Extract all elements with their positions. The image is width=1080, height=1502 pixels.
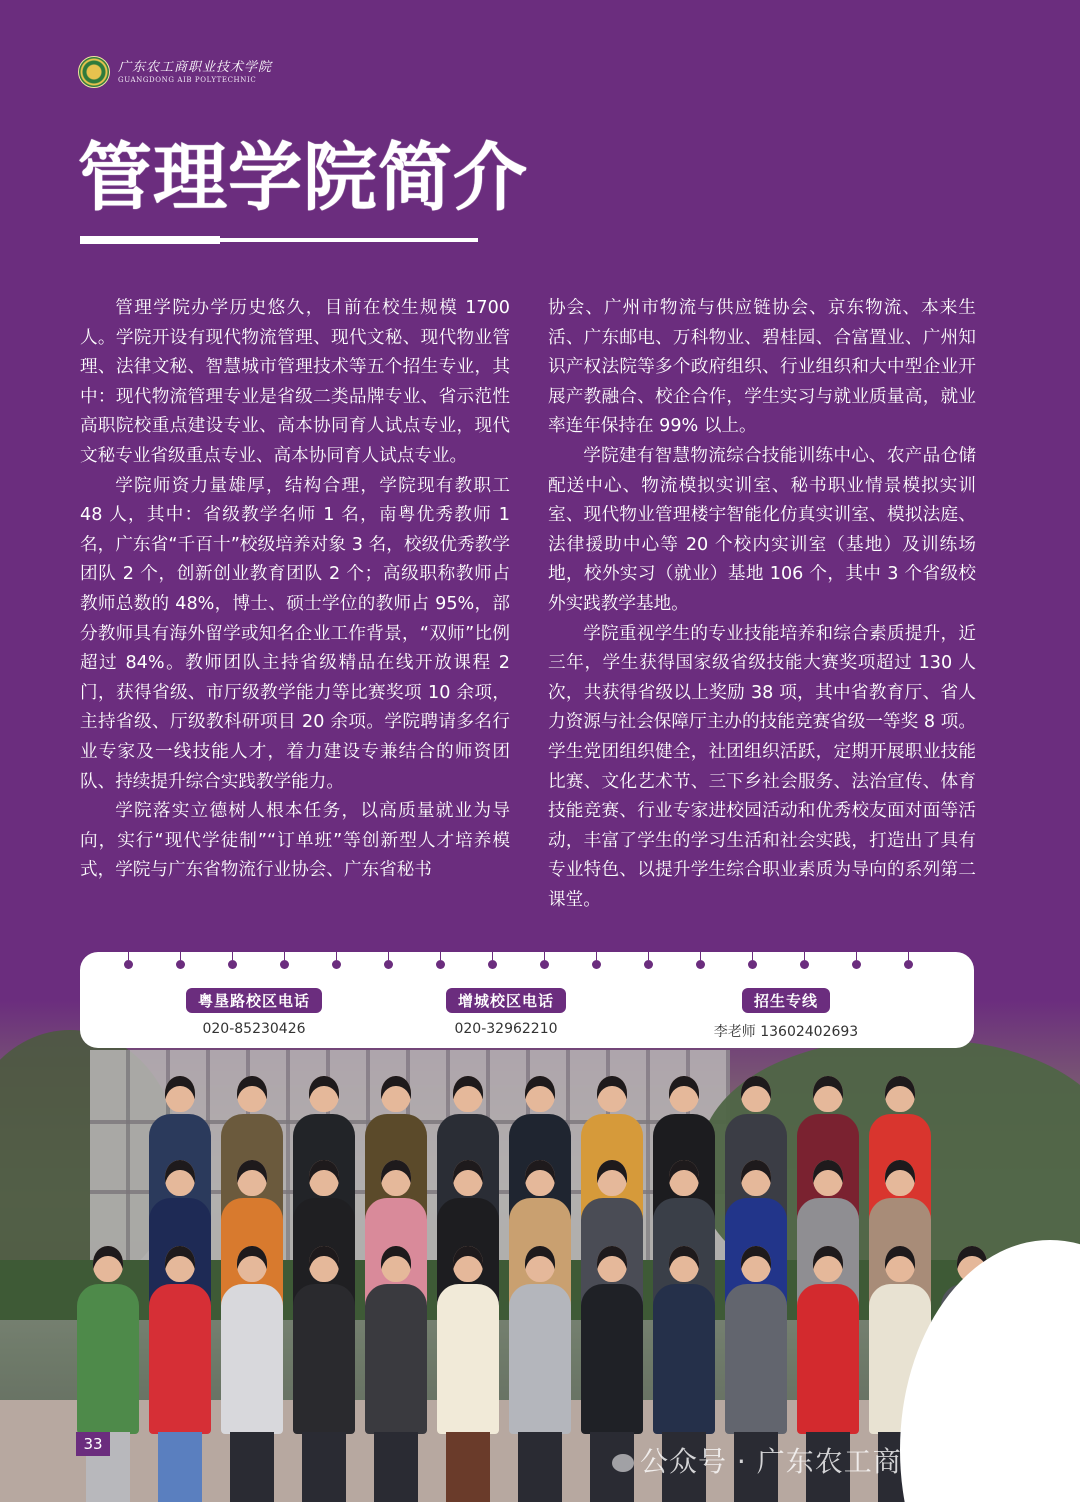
contact-card (80, 952, 974, 1048)
college-logo (78, 56, 272, 88)
paragraph-faculty: 学院师资力量雄厚，结构合理，学院现有教职工 48 人，其中：省级教学名师 1 名，南粤优秀教师 1 名，广东省“千百十”校级培养对象 3 名，校级优秀教学团队 2 个，创新创业教育团队 2 个；高级职称教师占教师总数的 48%，博士、硕士学位的教师占 95%，部分教师具有海外留学或知名企业工作背景，“双师”比例超过 84%。教师团队主持省级精品在线开放课程 2 门，获得省级、市厅级教学能力等比赛奖项 10 余项，主持省级、厅级教科研项目 20 余项。学院聘请多名行业专家及一线技能人才，着力建设专兼结合的师资团队、持续提升综合实践教学能力。 (80, 475, 510, 792)
watermark-text: 公众号 · 广东农工商招生就业 (640, 1445, 1018, 1478)
wechat-icon (612, 1454, 634, 1472)
page-title: 管理学院简介 (78, 135, 528, 221)
contact-admissions (666, 988, 906, 1041)
college-seal-icon (78, 56, 110, 88)
body-column-left (80, 294, 510, 886)
logo-english-name: GUANGDONG AIB POLYTECHNIC (118, 75, 257, 84)
paragraph-cooperation-continued: 协会、广州市物流与供应链协会、京东物流、本来生活、广东邮电、万科物业、碧桂园、合富置业、广州知识产权法院等多个政府组织、行业组织和大中型企业开展产教融合、校企合作，学生实习与就业质量高，就业率连年保持在 99% 以上。 (548, 298, 976, 437)
paragraph-history: 管理学院办学历史悠久，目前在校生规模 1700 人。学院开设有现代物流管理、现代文秘、现代物业管理、法律文秘、智慧城市管理技术等五个招生专业，其中：现代物流管理专业是省级二类品牌专业、省示范性高职院校重点建设专业、高本协同育人试点专业，现代文秘专业省级重点专业、高本协同育人试点专业。 (80, 298, 510, 466)
body-column-right (548, 294, 976, 915)
logo-chinese-name: 广东农工商职业技术学院 (118, 59, 273, 75)
contact-label: 增城校区电话 (446, 988, 566, 1013)
binder-dots (120, 952, 920, 966)
contact-label: 招生专线 (742, 988, 830, 1013)
title-underline-accent (80, 236, 220, 244)
contact-phone: 李老师 13602402693 (713, 1024, 859, 1040)
contact-phone: 020-32962210 (454, 1021, 558, 1037)
page-number: 33 (76, 1432, 110, 1456)
contact-label: 粤垦路校区电话 (186, 988, 322, 1013)
logo-text (118, 61, 272, 84)
contact-zengcheng (386, 988, 626, 1037)
contact-yuekenlu (134, 988, 374, 1037)
paragraph-student-development: 学院重视学生的专业技能培养和综合素质提升，近三年，学生获得国家级省级技能大赛奖项超过 130 人次，共获得省级以上奖励 38 项，其中省教育厅、省人力资源与社会保障厅主办的技能竞赛省级一等奖 8 项。学生党团组织健全，社团组织活跃，定期开展职业技能比赛、文化艺术节、三下乡社会服务、法治宣传、体育技能竞赛、行业专家进校园活动和优秀校友面对面等活动，丰富了学生的学习生活和社会实践，打造出了具有专业特色、以提升学生综合职业素质为导向的系列第二课堂。 (548, 623, 976, 910)
paragraph-cooperation: 学院落实立德树人根本任务，以高质量就业为导向，实行“现代学徒制”“订单班”等创新型人才培养模式，学院与广东省物流行业协会、广东省秘书 (80, 801, 510, 881)
paragraph-training-bases: 学院建有智慧物流综合技能训练中心、农产品仓储配送中心、物流模拟实训室、秘书职业情景模拟实训室、现代物业管理楼宇智能化仿真实训室、模拟法庭、法律援助中心等 20 个校内实训室（基地）及训练场地，校外实习（就业）基地 106 个，其中 3 个省级校外实践教学基地。 (548, 445, 976, 614)
contact-phone: 020-85230426 (202, 1021, 306, 1037)
wechat-watermark (612, 1440, 1018, 1480)
